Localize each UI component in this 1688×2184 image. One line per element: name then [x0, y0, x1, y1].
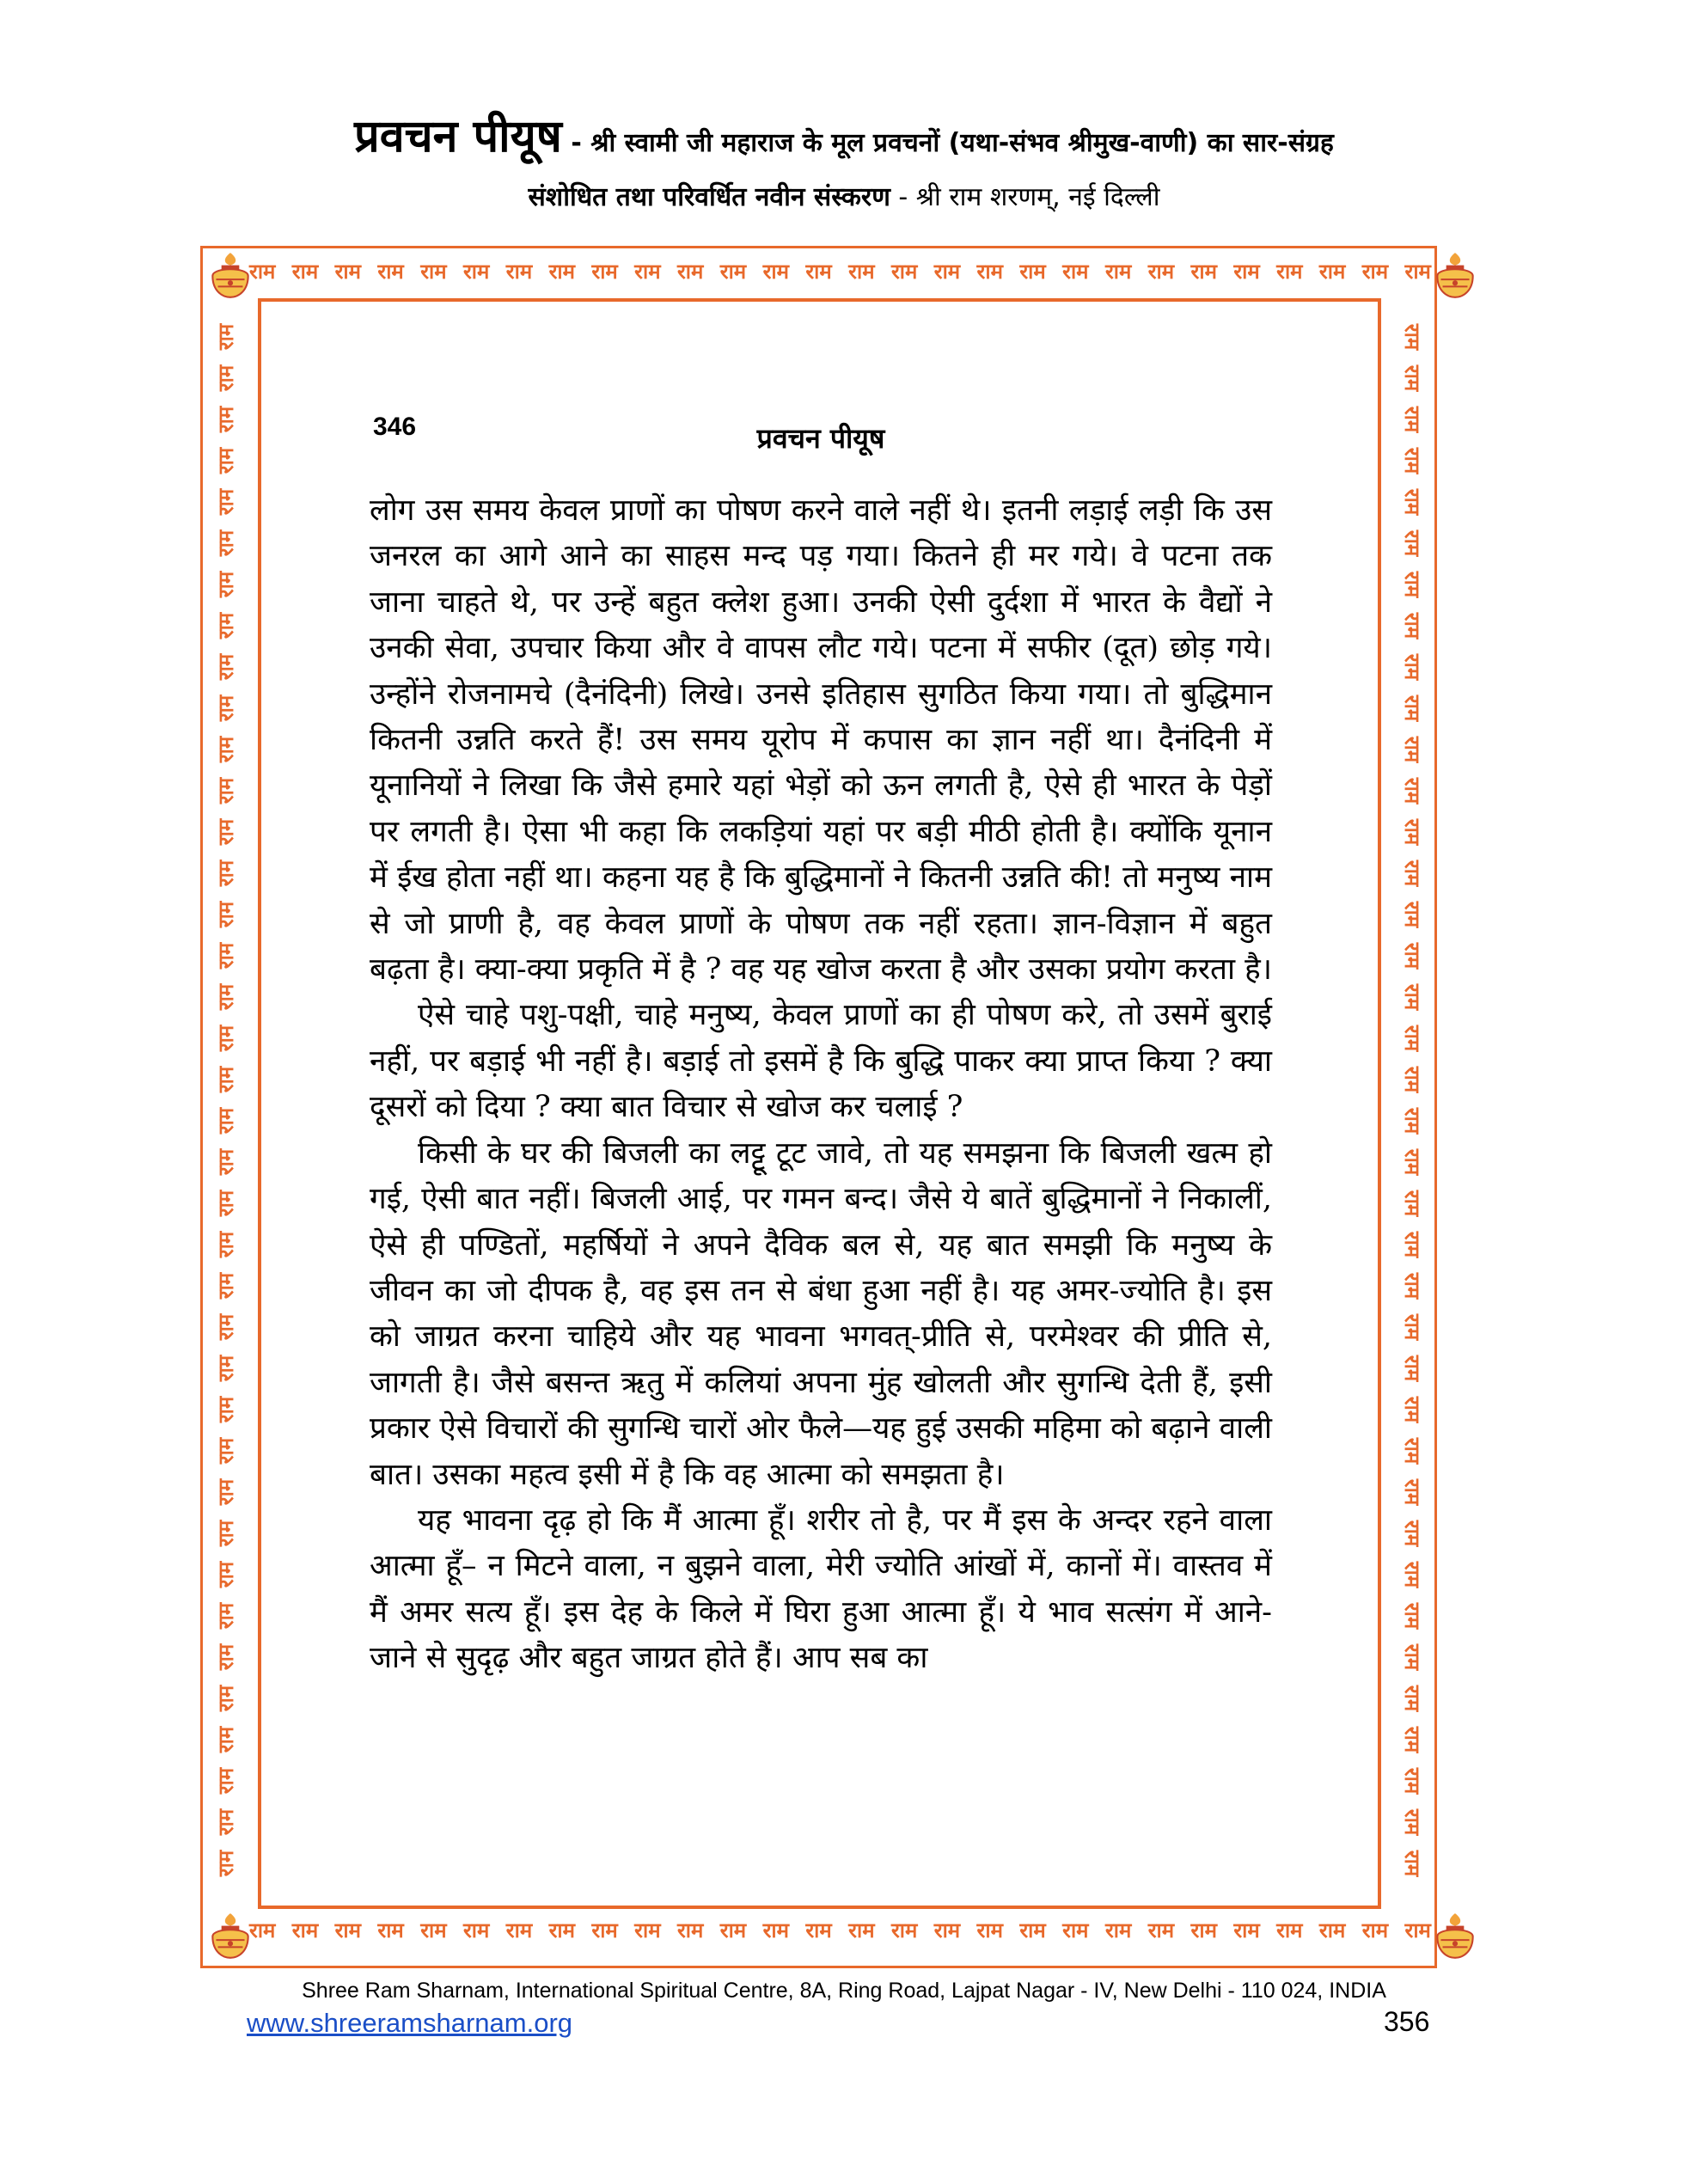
border-ram-word: राम [213, 1726, 238, 1753]
border-ram-word: राम [1399, 1561, 1424, 1588]
border-ram-word: राम [213, 1272, 238, 1300]
border-ram-word: राम [213, 901, 238, 928]
border-ram-word: राम [1399, 571, 1424, 598]
border-ram-word: राम [1399, 529, 1424, 557]
border-ram-word: राम [213, 1190, 238, 1217]
publisher-label: - श्री राम शरणम्, नई दिल्ली [890, 182, 1160, 212]
paragraph: ऐसे चाहे पशु-पक्षी, चाहे मनुष्य, केवल प्राणों का ही पोषण करे, तो उसमें बुराई नहीं, पर बड़ाई भी नहीं है। बड़ाई तो इसमें है कि बुद्धि पाकर क्या प्राप्त किया ? क्या दूसरों को दिया ? क्या बात विचार से खोज कर चलाई ? [370, 998, 1272, 1125]
border-ram-word: राम [1399, 1808, 1424, 1836]
border-ram-word: राम [213, 860, 238, 887]
border-ram-word: राम [213, 1520, 238, 1547]
border-ram-word: राम [1399, 1437, 1424, 1465]
border-ram-word: राम [213, 1107, 238, 1135]
border-ram-word: राम [762, 1918, 789, 1942]
border-ram-word: राम [1399, 488, 1424, 516]
edition-label: संशोधित तथा परिवर्धित नवीन संस्करण [528, 182, 890, 212]
kalash-icon [204, 249, 257, 303]
border-ram-word: राम [213, 1437, 238, 1465]
border-ram-word: राम [213, 1231, 238, 1258]
border-ram-word: राम [1399, 1355, 1424, 1382]
border-ram-word: राम [1399, 1767, 1424, 1795]
border-ram-word: राम [1399, 612, 1424, 639]
border-ram-word: राम [1019, 259, 1046, 284]
border-ram-word: राम [1399, 323, 1424, 351]
book-page-number: 346 [373, 413, 417, 441]
border-ram-word: राम [1399, 1231, 1424, 1258]
ram-border-left [211, 323, 242, 1877]
border-ram-word: राम [719, 259, 747, 284]
border-ram-word: राम [676, 259, 704, 284]
border-ram-word: राम [213, 1025, 238, 1052]
border-ram-word: राम [213, 818, 238, 846]
border-ram-word: राम [1062, 1918, 1089, 1942]
border-ram-word: राम [213, 1850, 238, 1877]
border-ram-word: राम [848, 259, 875, 284]
border-ram-word: राम [213, 1478, 238, 1506]
border-ram-word: राम [1399, 1148, 1424, 1176]
scanned-book-page [370, 404, 1272, 1882]
border-ram-word: राम [634, 1918, 661, 1942]
border-ram-word: राम [213, 488, 238, 516]
border-ram-word: राम [249, 259, 276, 284]
border-ram-word: राम [1404, 1918, 1431, 1942]
border-ram-word: राम [1399, 1685, 1424, 1712]
border-ram-word: राम [1318, 1918, 1346, 1942]
border-ram-word: राम [1019, 1918, 1046, 1942]
border-ram-word: राम [1399, 406, 1424, 433]
border-ram-word: राम [976, 259, 1003, 284]
border-ram-word: राम [1399, 653, 1424, 681]
book-body-text [370, 488, 1272, 1682]
border-ram-word: राम [933, 1918, 961, 1942]
border-ram-word: राम [462, 1918, 490, 1942]
website-link[interactable]: www.shreeramsharnam.org [247, 2008, 573, 2038]
ram-border-right [1397, 323, 1428, 1877]
footer-page-number: 356 [1384, 2006, 1430, 2037]
border-ram-word: राम [1399, 901, 1424, 928]
border-ram-word: राम [1062, 259, 1089, 284]
border-ram-word: राम [213, 736, 238, 763]
border-ram-word: राम [762, 259, 789, 284]
border-ram-word: राम [1233, 259, 1260, 284]
border-ram-word: राम [548, 259, 575, 284]
border-ram-word: राम [291, 1918, 319, 1942]
border-ram-word: राम [976, 1918, 1003, 1942]
border-ram-word: राम [213, 694, 238, 722]
kalash-icon [204, 1910, 257, 1963]
border-ram-word: राम [213, 653, 238, 681]
border-ram-word: राम [1399, 818, 1424, 846]
border-ram-word: राम [1190, 1918, 1217, 1942]
border-ram-word: राम [1399, 777, 1424, 804]
border-ram-word: राम [933, 259, 961, 284]
border-ram-word: राम [1399, 1850, 1424, 1877]
border-ram-word: राम [1276, 1918, 1303, 1942]
border-ram-word: राम [420, 1918, 447, 1942]
paragraph: यह भावना दृढ़ हो कि मैं आत्मा हूँ। शरीर तो है, पर मैं इस के अन्दर रहने वाला आत्मा हूँ– न मिटने वाला, न बुझने वाला, मेरी ज्योति आंखों में, कानों में। वास्तव में मैं अमर सत्य हूँ। इस देह के किले में घिरा हुआ आत्मा हूँ। ये भाव सत्संग में आने-जाने से सुदृढ़ और बहुत जाग्रत होते हैं। आप सब का [370, 1502, 1272, 1676]
paragraph: किसी के घर की बिजली का लट्टू टूट जावे, तो यह समझना कि बिजली खत्म हो गई, ऐसी बात नहीं। बिजली आई, पर गमन बन्द। जैसे ये बातें बुद्धिमानों ने निकालीं, ऐसे ही पण्डितों, महर्षियों ने अपने दैविक बल से, यह बात समझी कि मनुष्य के जीवन का जो दीपक है, वह इस तन से बंधा हुआ नहीं है। यह अमर-ज्योति है। इस को जाग्रत करना चाहिये और यह भावना भगवत्-प्रीति से, परमेश्वर की प्रीति से, जागती है। जैसे बसन्त ऋतु में कलियां अपना मुंह खोलती और सुगन्धि देती हैं, इसी प्रकार ऐसे विचारों की सुगन्धि चारों ओर फैले—यह हुई उसकी महिमा को बढ़ाने वाली बात। उसका महत्व इसी में है कि वह आत्मा को समझता है। [370, 1135, 1272, 1492]
border-ram-word: राम [291, 259, 319, 284]
border-ram-word: राम [591, 1918, 618, 1942]
border-ram-word: राम [1399, 860, 1424, 887]
border-ram-word: राम [1233, 1918, 1260, 1942]
border-ram-word: राम [1399, 942, 1424, 970]
border-ram-word: राम [805, 259, 832, 284]
footer-address: Shree Ram Sharnam, International Spiritual Centre, 8A, Ring Road, Lajpat Nagar - IV, New Delhi - 110 024, INDIA [302, 1979, 1386, 2003]
border-ram-word: राम [1399, 1025, 1424, 1052]
border-ram-word: राम [890, 259, 918, 284]
border-ram-word: राम [719, 1918, 747, 1942]
border-ram-word: राम [1147, 259, 1175, 284]
border-ram-word: राम [1190, 259, 1217, 284]
border-ram-word: राम [848, 1918, 875, 1942]
border-ram-word: राम [213, 447, 238, 474]
border-ram-word: राम [1399, 1066, 1424, 1093]
border-ram-word: राम [1399, 447, 1424, 474]
border-ram-word: राम [213, 323, 238, 351]
border-ram-word: राम [213, 1602, 238, 1630]
border-ram-word: राम [213, 1148, 238, 1176]
border-ram-word: राम [213, 571, 238, 598]
border-ram-word: राम [1399, 694, 1424, 722]
book-subtitle: - श्री स्वामी जी महाराज के मूल प्रवचनों (यथा-संभव श्रीमुख-वाणी) का सार-संग्रह [561, 128, 1334, 158]
border-ram-word: राम [1399, 1272, 1424, 1300]
border-ram-word: राम [1399, 1478, 1424, 1506]
border-ram-word: राम [462, 259, 490, 284]
border-ram-word: राम [213, 1808, 238, 1836]
border-ram-word: राम [1399, 1602, 1424, 1630]
border-ram-word: राम [1399, 1396, 1424, 1423]
border-ram-word: राम [1399, 1190, 1424, 1217]
border-ram-word: राम [505, 259, 533, 284]
border-ram-word: राम [591, 259, 618, 284]
border-ram-word: राम [213, 1685, 238, 1712]
border-ram-word: राम [1147, 1918, 1175, 1942]
border-ram-word: राम [1399, 983, 1424, 1011]
border-ram-word: राम [1361, 259, 1389, 284]
border-ram-word: राम [213, 1066, 238, 1093]
border-ram-word: राम [1104, 259, 1132, 284]
book-running-title: प्रवचन पीयूष [756, 422, 885, 455]
ram-border-top [249, 251, 1431, 291]
border-ram-word: राम [213, 1313, 238, 1341]
border-ram-word: राम [213, 1643, 238, 1671]
border-ram-word: राम [334, 259, 361, 284]
border-ram-word: राम [213, 1767, 238, 1795]
border-ram-word: राम [890, 1918, 918, 1942]
border-ram-word: राम [1399, 1726, 1424, 1753]
border-ram-word: राम [213, 942, 238, 970]
border-ram-word: राम [1399, 1520, 1424, 1547]
border-ram-word: राम [213, 1396, 238, 1423]
border-ram-word: राम [213, 612, 238, 639]
border-ram-word: राम [1318, 259, 1346, 284]
border-ram-word: राम [1399, 1107, 1424, 1135]
border-ram-word: राम [1399, 1313, 1424, 1341]
border-ram-word: राम [634, 259, 661, 284]
paragraph: लोग उस समय केवल प्राणों का पोषण करने वाले नहीं थे। इतनी लड़ाई लड़ी कि उस जनरल का आगे आने का साहस मन्द पड़ गया। कितने ही मर गये। वे पटना तक जाना चाहते थे, पर उन्हें बहुत क्लेश हुआ। उनकी ऐसी दुर्दशा में भारत के वैद्यों ने उनकी सेवा, उपचार किया और वे वापस लौट गये। पटना में सफीर (दूत) छोड़ गये। उन्होंने रोजनामचे (दैनंदिनी) लिखे। उनसे इतिहास सुगठित किया गया। तो बुद्धिमान कितनी उन्नति करते हैं! उस समय यूरोप में कपास का ज्ञान नहीं था। दैनंदिनी में यूनानियों ने लिखा कि जैसे हमारे यहां भेड़ों को ऊन लगती है, ऐसे ही भारत के पेड़ों पर लगती है। ऐसा भी कहा कि लकड़ियां यहां पर बड़ी मीठी होती है। क्योंकि यूनान में ईख होता नहीं था। कहना यह है कि बुद्धिमानों ने कितनी उन्नति की! तो मनुष्य नाम से जो प्राणी है, वह केवल प्राणों के पोषण तक नहीं रहता। ज्ञान-विज्ञान में बहुत बढ़ता है। क्या-क्या प्रकृति में है ? वह यह खोज करता है और उसका प्रयोग करता है। [370, 493, 1273, 988]
border-ram-word: राम [249, 1918, 276, 1942]
border-ram-word: राम [213, 364, 238, 392]
border-ram-word: राम [213, 1561, 238, 1588]
border-ram-word: राम [1276, 259, 1303, 284]
border-ram-word: राम [1399, 1643, 1424, 1671]
kalash-icon [1428, 249, 1482, 303]
border-ram-word: राम [1104, 1918, 1132, 1942]
book-title: प्रवचन पीयूष [354, 111, 562, 162]
border-ram-word: राम [213, 1355, 238, 1382]
border-ram-word: राम [213, 406, 238, 433]
border-ram-word: राम [1361, 1918, 1389, 1942]
border-ram-word: राम [334, 1918, 361, 1942]
border-ram-word: राम [676, 1918, 704, 1942]
kalash-icon [1428, 1910, 1482, 1963]
border-ram-word: राम [805, 1918, 832, 1942]
ram-border-bottom [249, 1910, 1431, 1949]
border-ram-word: राम [1399, 736, 1424, 763]
border-ram-word: राम [420, 259, 447, 284]
document-header [0, 110, 1688, 163]
border-ram-word: राम [505, 1918, 533, 1942]
edition-line [0, 182, 1688, 213]
border-ram-word: राम [1399, 364, 1424, 392]
border-ram-word: राम [213, 983, 238, 1011]
border-ram-word: राम [1404, 259, 1431, 284]
border-ram-word: राम [548, 1918, 575, 1942]
border-ram-word: राम [213, 529, 238, 557]
border-ram-word: राम [377, 259, 404, 284]
border-ram-word: राम [377, 1918, 404, 1942]
border-ram-word: राम [213, 777, 238, 804]
